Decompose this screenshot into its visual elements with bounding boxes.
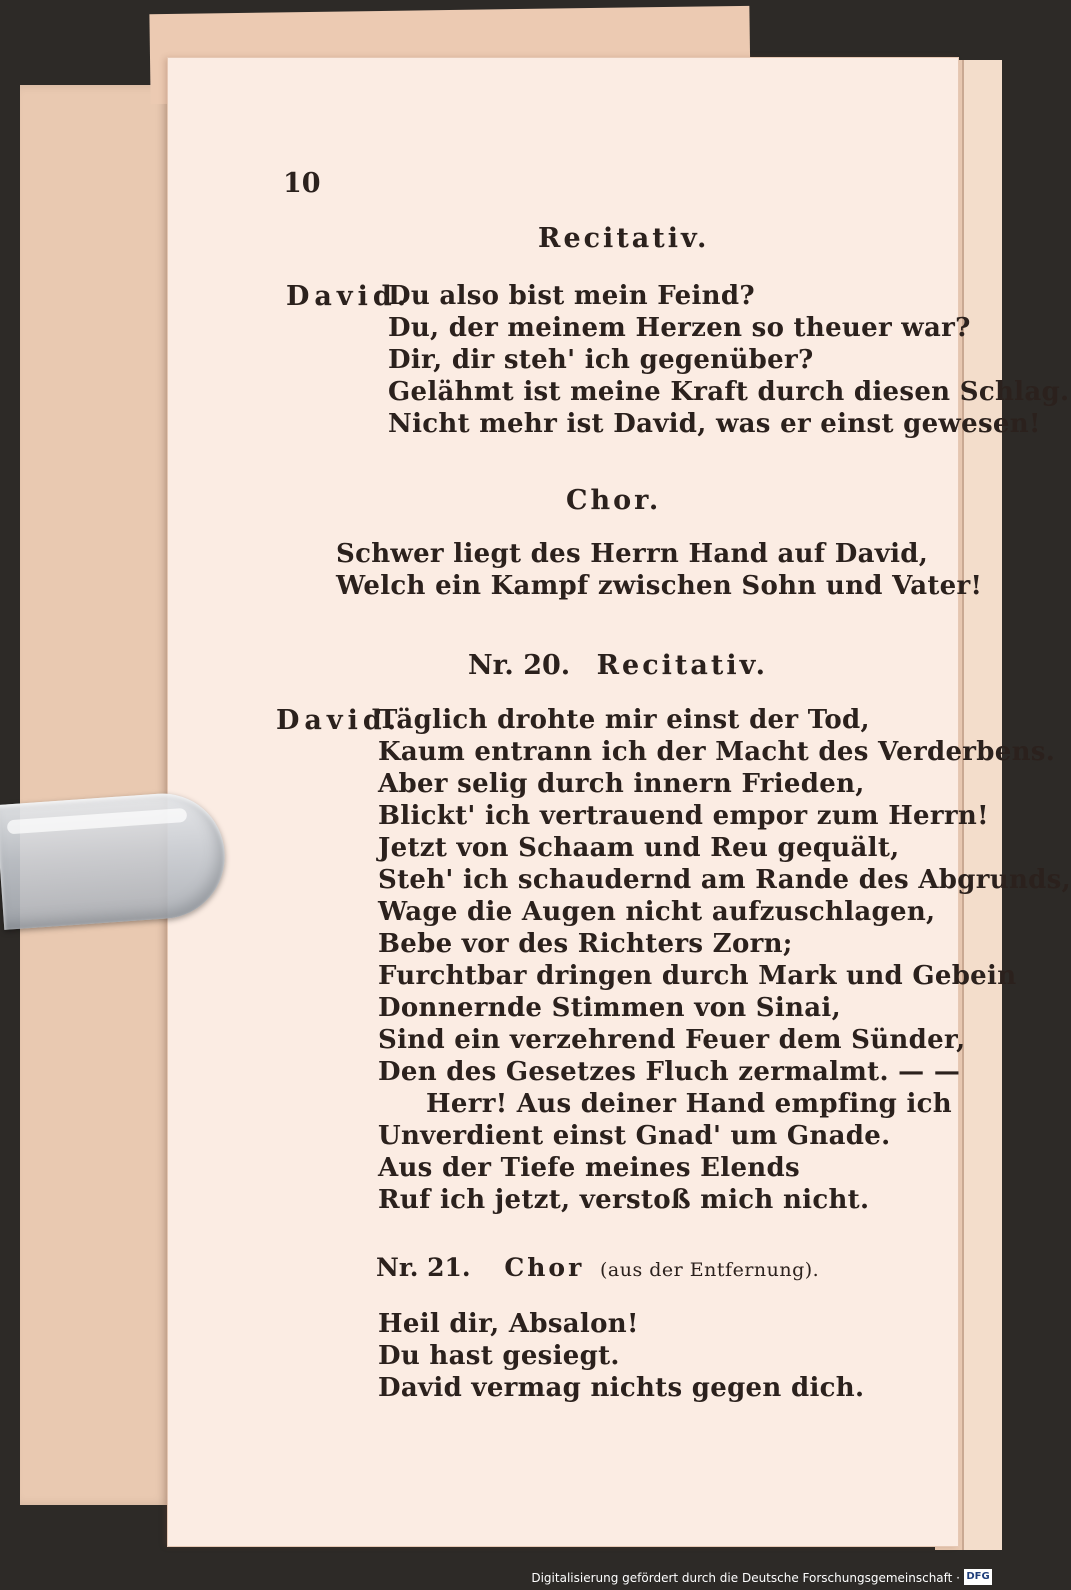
verse-line: Du also bist mein Feind? xyxy=(388,281,755,311)
verse-line: Du, der meinem Herzen so theuer war? xyxy=(388,313,971,343)
verse-line: Du hast gesiegt. xyxy=(378,1341,620,1371)
funding-credit: Digitalisierung gefördert durch die Deutsche Forschungsgemeinschaft · xyxy=(531,1571,960,1585)
verse-line: Welch ein Kampf zwischen Sohn und Vater! xyxy=(336,571,983,601)
verse-line: Kaum entrann ich der Macht des Verderbens. xyxy=(378,737,1056,767)
verse-line: Jetzt von Schaam und Reu gequält, xyxy=(378,833,900,863)
verse-block-nr21 xyxy=(378,1308,864,1404)
section-heading-nr20 xyxy=(468,650,768,681)
verse-line: Blickt' ich vertrauend empor zum Herrn! xyxy=(378,801,989,831)
verse-line: Wage die Augen nicht aufzuschlagen, xyxy=(378,897,936,927)
section-heading-nr21 xyxy=(376,1253,819,1282)
verse-line: Gelähmt ist meine Kraft durch diesen Schlag. xyxy=(388,377,1070,407)
verse-line: Bebe vor des Richters Zorn; xyxy=(378,929,793,959)
clip-highlight xyxy=(7,808,188,835)
verse-line: Steh' ich schaudernd am Rande des Abgrunds, xyxy=(378,865,1071,895)
verse-line: Unverdient einst Gnad' um Gnade. xyxy=(378,1121,891,1151)
verse-line: Herr! Aus deiner Hand empfing ich xyxy=(426,1089,953,1119)
page-number: 10 xyxy=(283,168,321,199)
section-number: Nr. 21. xyxy=(376,1253,471,1282)
verse-line: Heil dir, Absalon! xyxy=(378,1309,639,1339)
verse-line: Donnernde Stimmen von Sinai, xyxy=(378,993,841,1023)
verse-block-chor xyxy=(336,538,982,602)
verse-block-1 xyxy=(388,280,1069,440)
verse-block-nr20 xyxy=(378,704,1071,1088)
dfg-logo-icon: DFG xyxy=(964,1569,992,1585)
verse-line: Schwer liegt des Herrn Hand auf David, xyxy=(336,539,929,569)
verse-line: Täglich drohte mir einst der Tod, xyxy=(378,705,870,735)
section-note: (aus der Entfernung). xyxy=(600,1259,820,1281)
section-title: Recitativ. xyxy=(596,650,768,681)
verse-line: Aber selig durch innern Frieden, xyxy=(378,769,865,799)
verse-line: Furchtbar dringen durch Mark und Gebein xyxy=(378,961,1017,991)
verse-line: Den des Gesetzes Fluch zermalmt. — — xyxy=(378,1057,961,1087)
section-number: Nr. 20. xyxy=(468,650,571,681)
verse-line: Nicht mehr ist David, was er einst gewesen! xyxy=(388,409,1041,439)
speaker-david-2: David. xyxy=(276,705,402,736)
section-heading-recitativ-1: Recitativ. xyxy=(538,223,710,254)
section-title: Chor xyxy=(504,1253,585,1282)
section-heading-chor: Chor. xyxy=(566,485,662,516)
verse-line: Aus der Tiefe meines Elends xyxy=(378,1153,800,1183)
verse-line: Dir, dir steh' ich gegenüber? xyxy=(388,345,814,375)
verse-block-nr20-part2 xyxy=(378,1088,952,1216)
verse-line: Ruf ich jetzt, verstoß mich nicht. xyxy=(378,1185,870,1215)
speaker-david-1: David. xyxy=(286,281,412,312)
book-page xyxy=(168,58,1071,1546)
verse-line: David vermag nichts gegen dich. xyxy=(378,1373,865,1403)
page-holder-clip xyxy=(0,789,229,929)
page-content xyxy=(168,58,1071,1546)
verse-line: Sind ein verzehrend Feuer dem Sünder, xyxy=(378,1025,966,1055)
